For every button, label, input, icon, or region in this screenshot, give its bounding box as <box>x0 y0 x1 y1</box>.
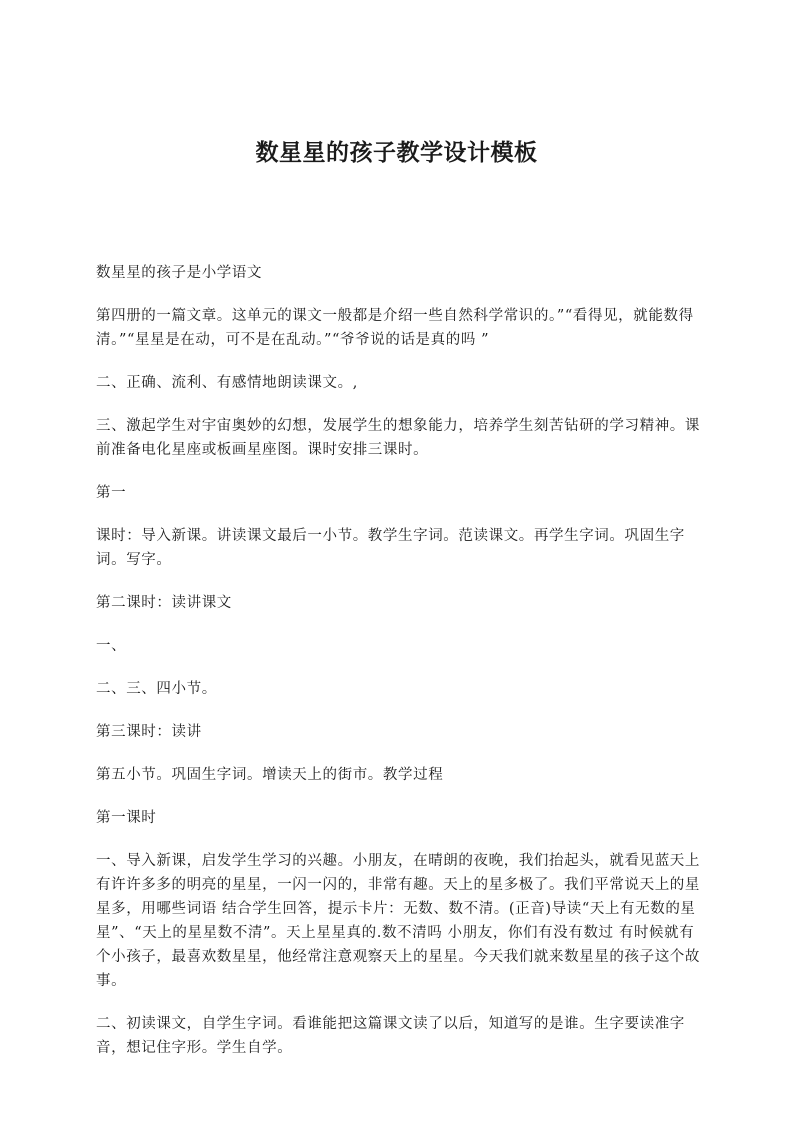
paragraph-introduction-step: 一、导入新课，启发学生学习的兴趣。小朋友，在晴朗的夜晚，我们抬起头，就看见蓝天上有许许多多的明亮的星星，一闪一闪的，非常有趣。天上的星多极了。我们平常说天上的星星多，用哪些词语 结合学生回答，提示卡片：无数、数不清。(正音)导读“天上有无数的星星”、“天上的星星数不清”。天上星星真的.数不清吗 小朋友，你们有没有数过 有时候就有个小孩子，最喜欢数星星，他经常注意观察天上的星星。今天我们就来数星星的孩子这个故事。 <box>96 853 700 989</box>
paragraph-unit-description: 第四册的一篇文章。这单元的课文一般都是介绍一些自然科学常识的。”“看得见，就能数得清。”“星星是在动，可不是在乱动。”“爷爷说的话是真的吗 ” <box>96 308 694 348</box>
paragraph-objective-two: 二、正确、流利、有感情地朗读课文。, <box>96 375 358 391</box>
paragraph-third-lesson: 第三课时：读讲 <box>96 724 202 740</box>
paragraph-reading-step: 二、初读课文，自学生字词。看谁能把这篇课文读了以后，知道写的是谁。生字要读准字音，想记住字形。学生自学。 <box>96 1016 685 1056</box>
paragraph-first-lesson-heading: 第一课时 <box>96 810 157 826</box>
document-body <box>96 261 701 1079</box>
page-title: 数星星的孩子教学设计模板 <box>255 140 538 166</box>
paragraph-first: 第一 <box>96 485 127 501</box>
paragraph-sections-two-to-four: 二、三、四小节。 <box>96 681 217 697</box>
paragraph-second-lesson: 第二课时：读讲课文 <box>96 595 232 611</box>
paragraph-section-five: 第五小节。巩固生字词。增读天上的街市。教学过程 <box>96 767 444 783</box>
paragraph-intro: 数星星的孩子是小学语文 <box>96 265 263 281</box>
paragraph-first-lesson-plan: 课时：导入新课。讲读课文最后一小节。教学生字词。范读课文。再学生字词。巩固生字词。写字。 <box>96 528 685 568</box>
paragraph-objective-three: 三、激起学生对宇宙奥妙的幻想，发展学生的想象能力，培养学生刻苦钻研的学习精神。课前准备电化星座或板画星座图。课时安排三课时。 <box>96 418 700 458</box>
paragraph-section-one: 一、 <box>96 638 127 654</box>
